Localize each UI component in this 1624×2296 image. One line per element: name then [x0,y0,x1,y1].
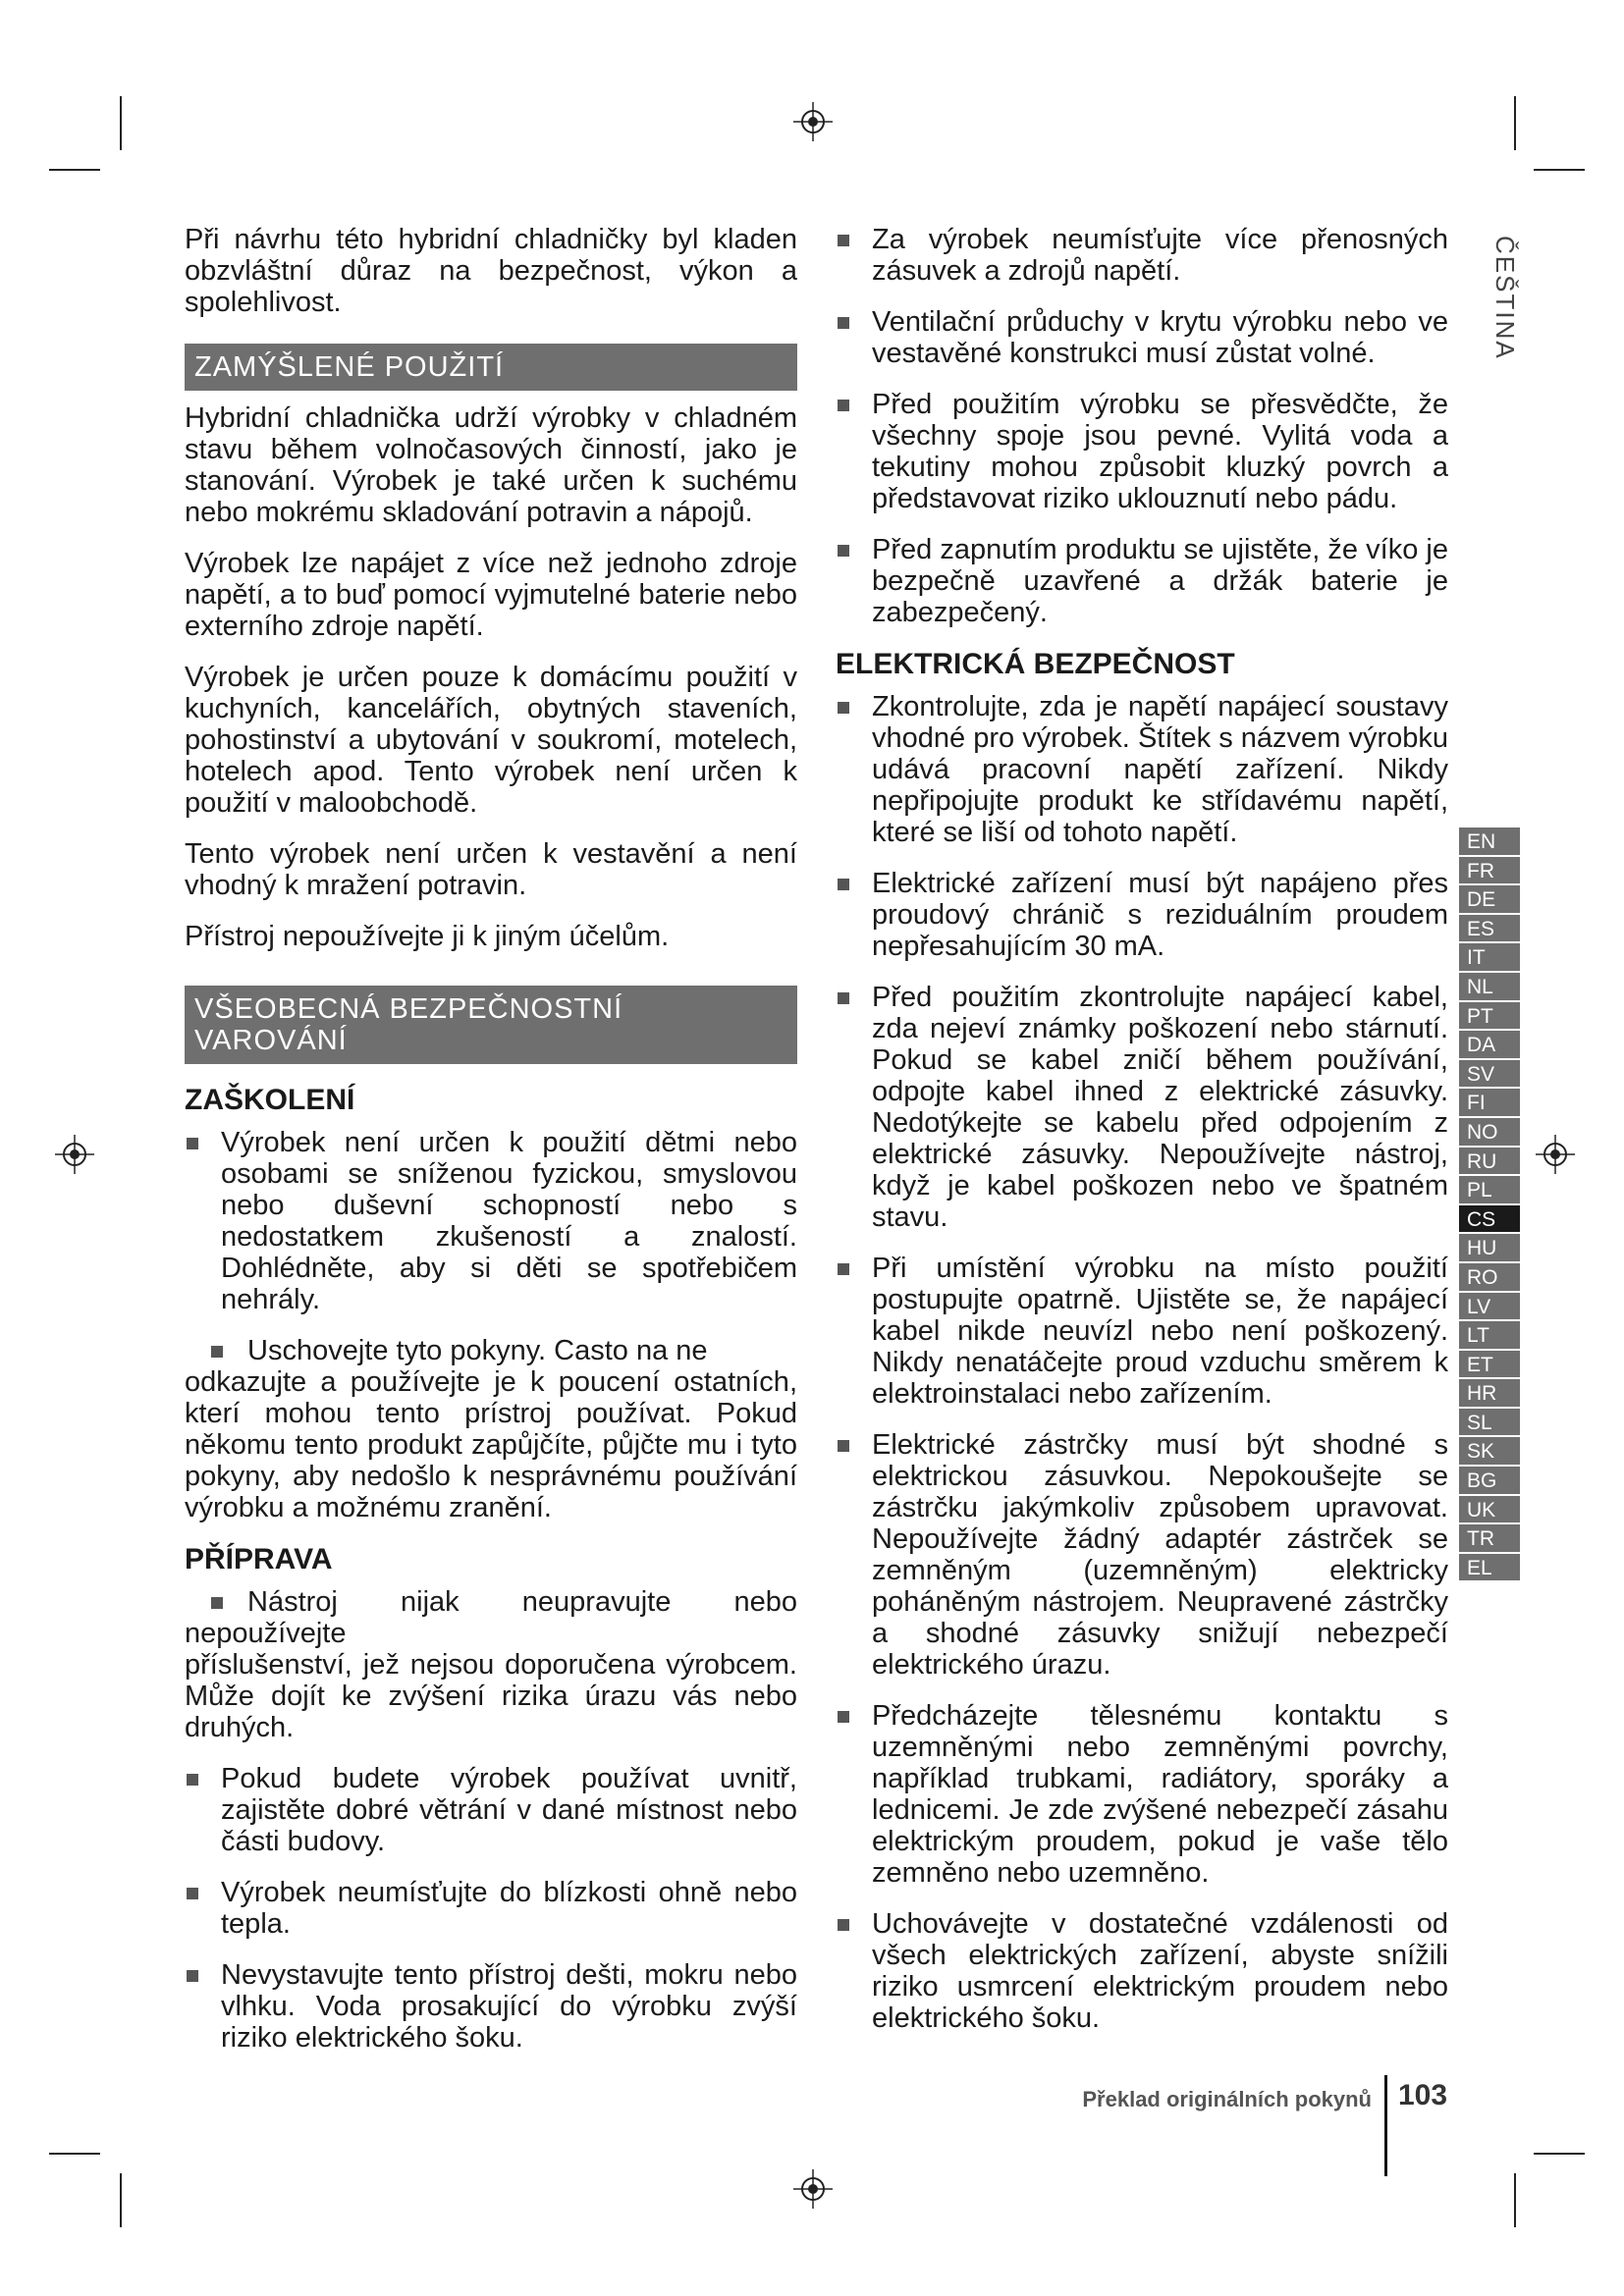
list-item-text: Při umístění výrobku na místo použití postupujte opatrně. Ujistěte se, že napájecí kabel nikde neuvízl nebo není poškozený. Nikdy nenatáčejte proud vzduchu směrem k elektroinstalaci nebo zařízením. [872,1253,1448,1410]
bullet-square-icon [838,545,849,557]
list-item [185,1127,797,1315]
training-heading: ZAŠKOLENÍ [185,1084,355,1116]
general-safety-heading-line2: VAROVÁNÍ [194,1025,348,1056]
crop-mark [49,2153,100,2155]
bullet-square-icon [187,1774,198,1786]
list-item-text: Před zapnutím produktu se ujistěte, že víko je bezpečně uzavřené a držák baterie je zabezpečený. [872,534,1448,628]
list-item [836,1700,1448,1889]
language-tab-tr[interactable]: TR [1459,1524,1520,1554]
registration-mark-icon [55,1135,94,1174]
intended-use-paragraph: Výrobek je určen pouze k domácímu použití v kuchyních, kancelářích, obytných staveních, pohostinství a ubytování v soukromí, motelech, hotelech apod. Tento výrobek není určen k použití v maloobchodě. [185,662,797,819]
crop-mark [1514,2173,1516,2227]
right-column [836,224,1448,2054]
language-tab-en[interactable]: EN [1459,828,1520,857]
list-item [185,1763,797,1857]
preparation-list [185,1586,797,2054]
list-item [836,868,1448,962]
language-tab-bg[interactable]: BG [1459,1467,1520,1496]
registration-mark-icon [793,2169,833,2209]
language-tab-el[interactable]: EL [1459,1554,1520,1583]
bullet-square-icon [838,992,849,1004]
list-item [836,306,1448,369]
language-tab-nl[interactable]: NL [1459,973,1520,1002]
language-tab-pl[interactable]: PL [1459,1176,1520,1205]
intended-use-heading: ZAMÝŠLENÉ POUŽITÍ [185,344,797,391]
bullet-square-icon [838,400,849,411]
list-item [836,389,1448,514]
list-item [836,982,1448,1233]
intended-use-paragraph: Hybridní chladnička udrží výrobky v chladném stavu během volnočasových činností, jako je stanování. Výrobek je také určen k suchému nebo mokrému skladování potravin a nápojů. [185,402,797,528]
language-tab-sl[interactable]: SL [1459,1409,1520,1438]
bullet-square-icon [838,1919,849,1931]
language-tab-fi[interactable]: FI [1459,1089,1520,1118]
list-item [836,1908,1448,2034]
list-item [836,1429,1448,1681]
crop-mark [1514,96,1516,150]
bullet-square-icon [838,1440,849,1452]
preparation-heading: PŘÍPRAVA [185,1543,333,1575]
bullet-square-icon [838,879,849,890]
crop-mark [1534,169,1585,171]
bullet-square-icon [211,1346,223,1358]
bullet-square-icon [838,1263,849,1275]
list-item-text: Za výrobek neumísťujte více přenosných zásuvek a zdrojů napětí. [872,224,1448,287]
list-item-text: Pokud budete výrobek používat uvnitř, zajistěte dobré větrání v dané místnost nebo části budovy. [221,1763,797,1857]
language-tab-lv[interactable]: LV [1459,1293,1520,1322]
language-tab-cs[interactable]: CS [1459,1205,1520,1235]
language-tab-it[interactable]: IT [1459,943,1520,973]
bullet-square-icon [187,1888,198,1899]
list-item-text: Ventilační průduchy v krytu výrobku nebo ve vestavěné konstrukci musí zůstat volné. [872,306,1448,369]
list-item [185,1586,797,1743]
language-tab-de[interactable]: DE [1459,885,1520,915]
list-item [836,224,1448,287]
language-tab-fr[interactable]: FR [1459,857,1520,886]
crop-mark [1534,2153,1585,2155]
electrical-safety-heading: ELEKTRICKÁ BEZPEČNOST [836,648,1235,680]
list-item [185,1877,797,1940]
registration-mark-icon [793,102,833,141]
crop-mark [120,2173,122,2227]
left-column [185,224,797,2073]
list-item [836,691,1448,848]
page-number: 103 [1398,2079,1448,2111]
list-item-text: Uschovejte tyto pokyny. Casto na ne [247,1335,708,1366]
electrical-safety-list [836,691,1448,2034]
language-tab-hu[interactable]: HU [1459,1234,1520,1263]
list-item-text: Uchovávejte v dostatečné vzdálenosti od všech elektrických zařízení, abyste snížili riziko usmrcení elektrickým proudem nebo elektrického šoku. [872,1908,1448,2034]
list-item [836,1253,1448,1410]
list-item-text: Nevystavujte tento přístroj dešti, mokru nebo vlhku. Voda prosakující do výrobku zvýší riziko elektrického šoku. [221,1959,797,2054]
list-item-text: Předcházejte tělesnému kontaktu s uzemněnými nebo zemněnými povrchy, například trubkami, radiátory, sporáky a lednicemi. Je zde zvýšené nebezpečí zásahu elektrickým proudem, pokud je vaše tělo zemněno nebo uzemněno. [872,1700,1448,1889]
language-tab-hr[interactable]: HR [1459,1379,1520,1409]
list-item-text: Před použitím zkontrolujte napájecí kabel, zda nejeví známky poškození nebo stárnutí. Pokud se kabel zničí během používání, odpojte kabel ihned z elektrické zásuvky. Nedotýkejte se kabelu před odpojením z elektrické zásuvky. Nepoužívejte nástroj, když je kabel poškozen nebo ve špatném stavu. [872,982,1448,1233]
language-tab-es[interactable]: ES [1459,915,1520,944]
crop-mark [120,96,122,150]
list-item-text: Zkontrolujte, zda je napětí napájecí soustavy vhodné pro výrobek. Štítek s názvem výrobku udává pracovní napětí zařízení. Nikdy nepřipojujte produkt ke střídavému napětí, které se liší od tohoto napětí. [872,691,1448,848]
list-item-text: příslušenství, jež nejsou doporučena výrobcem. Může dojít ke zvýšení rizika úrazu vás nebo druhých. [185,1649,797,1743]
language-tab-pt[interactable]: PT [1459,1002,1520,1032]
list-item-text: odkazujte a používejte je k poucení ostatních, kterí mohou tento prístroj používat. Pokud někomu tento produkt zapůjčíte, půjčte mu i tyto pokyny, aby nedošlo k nesprávnému používání výrobku a možnému zranění. [185,1366,797,1523]
list-item-text: Elektrické zástrčky musí být shodné s elektrickou zásuvkou. Nepokoušejte se zástrčku jakýmkoliv způsobem upravovat. Nepoužívejte žádný adaptér zástrček se zemněným (uzemněným) elektricky poháněným nástrojem. Neupravené zástrčky a shodné zásuvky snižují nebezpečí elektrického úrazu. [872,1429,1448,1681]
list-item [836,534,1448,628]
footer-divider [1384,2075,1387,2176]
intended-use-paragraph: Přístroj nepoužívejte ji k jiným účelům. [185,921,670,952]
list-item-text: Před použitím výrobku se přesvědčte, že všechny spoje jsou pevné. Vylitá voda a tekutiny mohou způsobit kluzký povrch a představovat riziko uklouznutí nebo pádu. [872,389,1448,514]
bullet-square-icon [838,1711,849,1723]
language-tab-uk[interactable]: UK [1459,1496,1520,1525]
intended-use-paragraph: Tento výrobek není určen k vestavění a není vhodný k mražení potravin. [185,838,797,901]
list-item-text: Nástroj nijak neupravujte nebo nepoužívejte [185,1586,797,1649]
list-item [185,1335,797,1523]
list-item-text: Výrobek není určen k použití dětmi nebo osobami se sníženou fyzickou, smyslovou nebo duševní schopností nebo s nedostatkem zkušeností a znalostí. Dohlédněte, aby si děti se spotřebičem nehrály. [221,1127,797,1315]
bullet-square-icon [187,1970,198,1982]
language-tab-lt[interactable]: LT [1459,1321,1520,1351]
language-tab-sk[interactable]: SK [1459,1437,1520,1467]
general-safety-list [836,224,1448,628]
bullet-square-icon [838,702,849,714]
language-tab-ru[interactable]: RU [1459,1148,1520,1177]
general-safety-heading-line1: VŠEOBECNÁ BEZPEČNOSTNÍ [194,993,623,1025]
bullet-square-icon [211,1597,223,1609]
bullet-square-icon [187,1138,198,1149]
list-item [185,1959,797,2054]
general-safety-heading [185,986,797,1064]
language-tab-sv[interactable]: SV [1459,1060,1520,1090]
language-tabs [1459,828,1520,1582]
intro-paragraph: Při návrhu této hybridní chladničky byl kladen obzvláštní důraz na bezpečnost, výkon a spolehlivost. [185,224,797,318]
side-language-label: ČEŠTINA [1490,236,1520,360]
language-tab-no[interactable]: NO [1459,1118,1520,1148]
list-item-text: Elektrické zařízení musí být napájeno přes proudový chránič s reziduálním proudem nepřesahujícím 30 mA. [872,868,1448,962]
footer-text: Překlad originálních pokynů [1082,2087,1372,2111]
language-tab-da[interactable]: DA [1459,1031,1520,1060]
bullet-square-icon [838,235,849,246]
list-item-text: Výrobek neumísťujte do blízkosti ohně nebo tepla. [221,1877,797,1940]
training-list [185,1127,797,1523]
language-tab-ro[interactable]: RO [1459,1263,1520,1293]
crop-mark [49,169,100,171]
intended-use-paragraph: Výrobek lze napájet z více než jednoho zdroje napětí, a to buď pomocí vyjmutelné baterie nebo externího zdroje napětí. [185,548,797,642]
registration-mark-icon [1536,1135,1575,1174]
bullet-square-icon [838,317,849,329]
language-tab-et[interactable]: ET [1459,1351,1520,1380]
